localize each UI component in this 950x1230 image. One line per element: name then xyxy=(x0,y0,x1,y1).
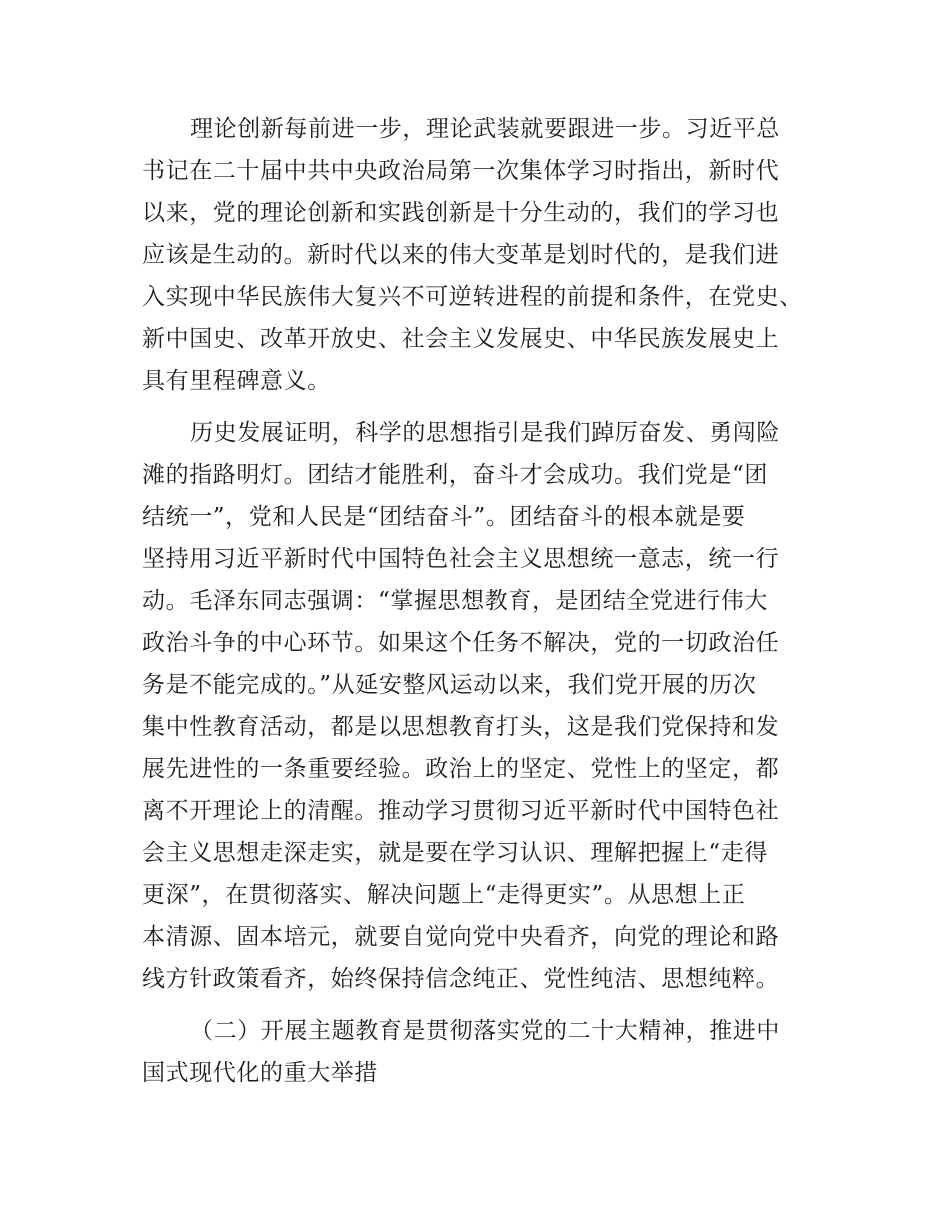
text-line: 历史发展证明，科学的思想指引是我们踔厉奋发、勇闯险 xyxy=(190,420,780,446)
text-line: 书记在二十届中共中央政治局第一次集体学习时指出，新时代 xyxy=(142,158,780,184)
text-line: 动。毛泽东同志强调：“掌握思想教育，是团结全党进行伟大 xyxy=(142,588,768,614)
text-line: 离不开理论上的清醒。推动学习贯彻习近平新时代中国特色社 xyxy=(142,798,780,824)
text-line: 以来，党的理论创新和实践创新是十分生动的，我们的学习也 xyxy=(142,200,780,226)
text-line: 具有里程碑意义。 xyxy=(142,368,331,394)
text-line: 结统一”，党和人民是“团结奋斗”。团结奋斗的根本就是要 xyxy=(142,504,746,530)
paragraph-2 xyxy=(142,412,822,1000)
text-line: 理论创新每前进一步，理论武装就要跟进一步。习近平总 xyxy=(190,116,780,142)
text-line: （二）开展主题教育是贯彻落实党的二十大精神，推进中 xyxy=(190,1018,780,1044)
text-line: 新中国史、改革开放史、社会主义发展史、中华民族发展史上 xyxy=(142,326,780,352)
text-line: 更深”，在贯彻落实、解决问题上“走得更实”。从思想上正 xyxy=(142,882,746,908)
text-line: 线方针政策看齐，始终保持信念纯正、党性纯洁、思想纯粹。 xyxy=(142,966,780,992)
text-line: 会主义思想走深走实，就是要在学习认识、理解把握上“走得 xyxy=(142,840,768,866)
text-line: 政治斗争的中心环节。如果这个任务不解决，党的一切政治任 xyxy=(142,630,780,656)
text-line: 本清源、固本培元，就要自觉向党中央看齐，向党的理论和路 xyxy=(142,924,780,950)
text-line: 坚持用习近平新时代中国特色社会主义思想统一意志，统一行 xyxy=(142,546,780,572)
section-heading xyxy=(142,1010,822,1094)
text-line: 展先进性的一条重要经验。政治上的坚定、党性上的坚定，都 xyxy=(142,756,780,782)
text-line: 应该是生动的。新时代以来的伟大变革是划时代的，是我们进 xyxy=(142,242,780,268)
text-line: 入实现中华民族伟大复兴不可逆转进程的前提和条件，在党史、 xyxy=(142,284,803,310)
paragraph-1 xyxy=(142,108,822,402)
text-line: 集中性教育活动，都是以思想教育打头，这是我们党保持和发 xyxy=(142,714,780,740)
text-line: 务是不能完成的。”从延安整风运动以来，我们党开展的历次 xyxy=(142,672,757,698)
document-body xyxy=(142,108,822,1094)
paragraph-spacer xyxy=(142,402,822,412)
paragraph-spacer xyxy=(142,1000,822,1010)
text-line: 滩的指路明灯。团结才能胜利，奋斗才会成功。我们党是“团 xyxy=(142,462,768,488)
text-line: 国式现代化的重大举措 xyxy=(142,1060,378,1086)
